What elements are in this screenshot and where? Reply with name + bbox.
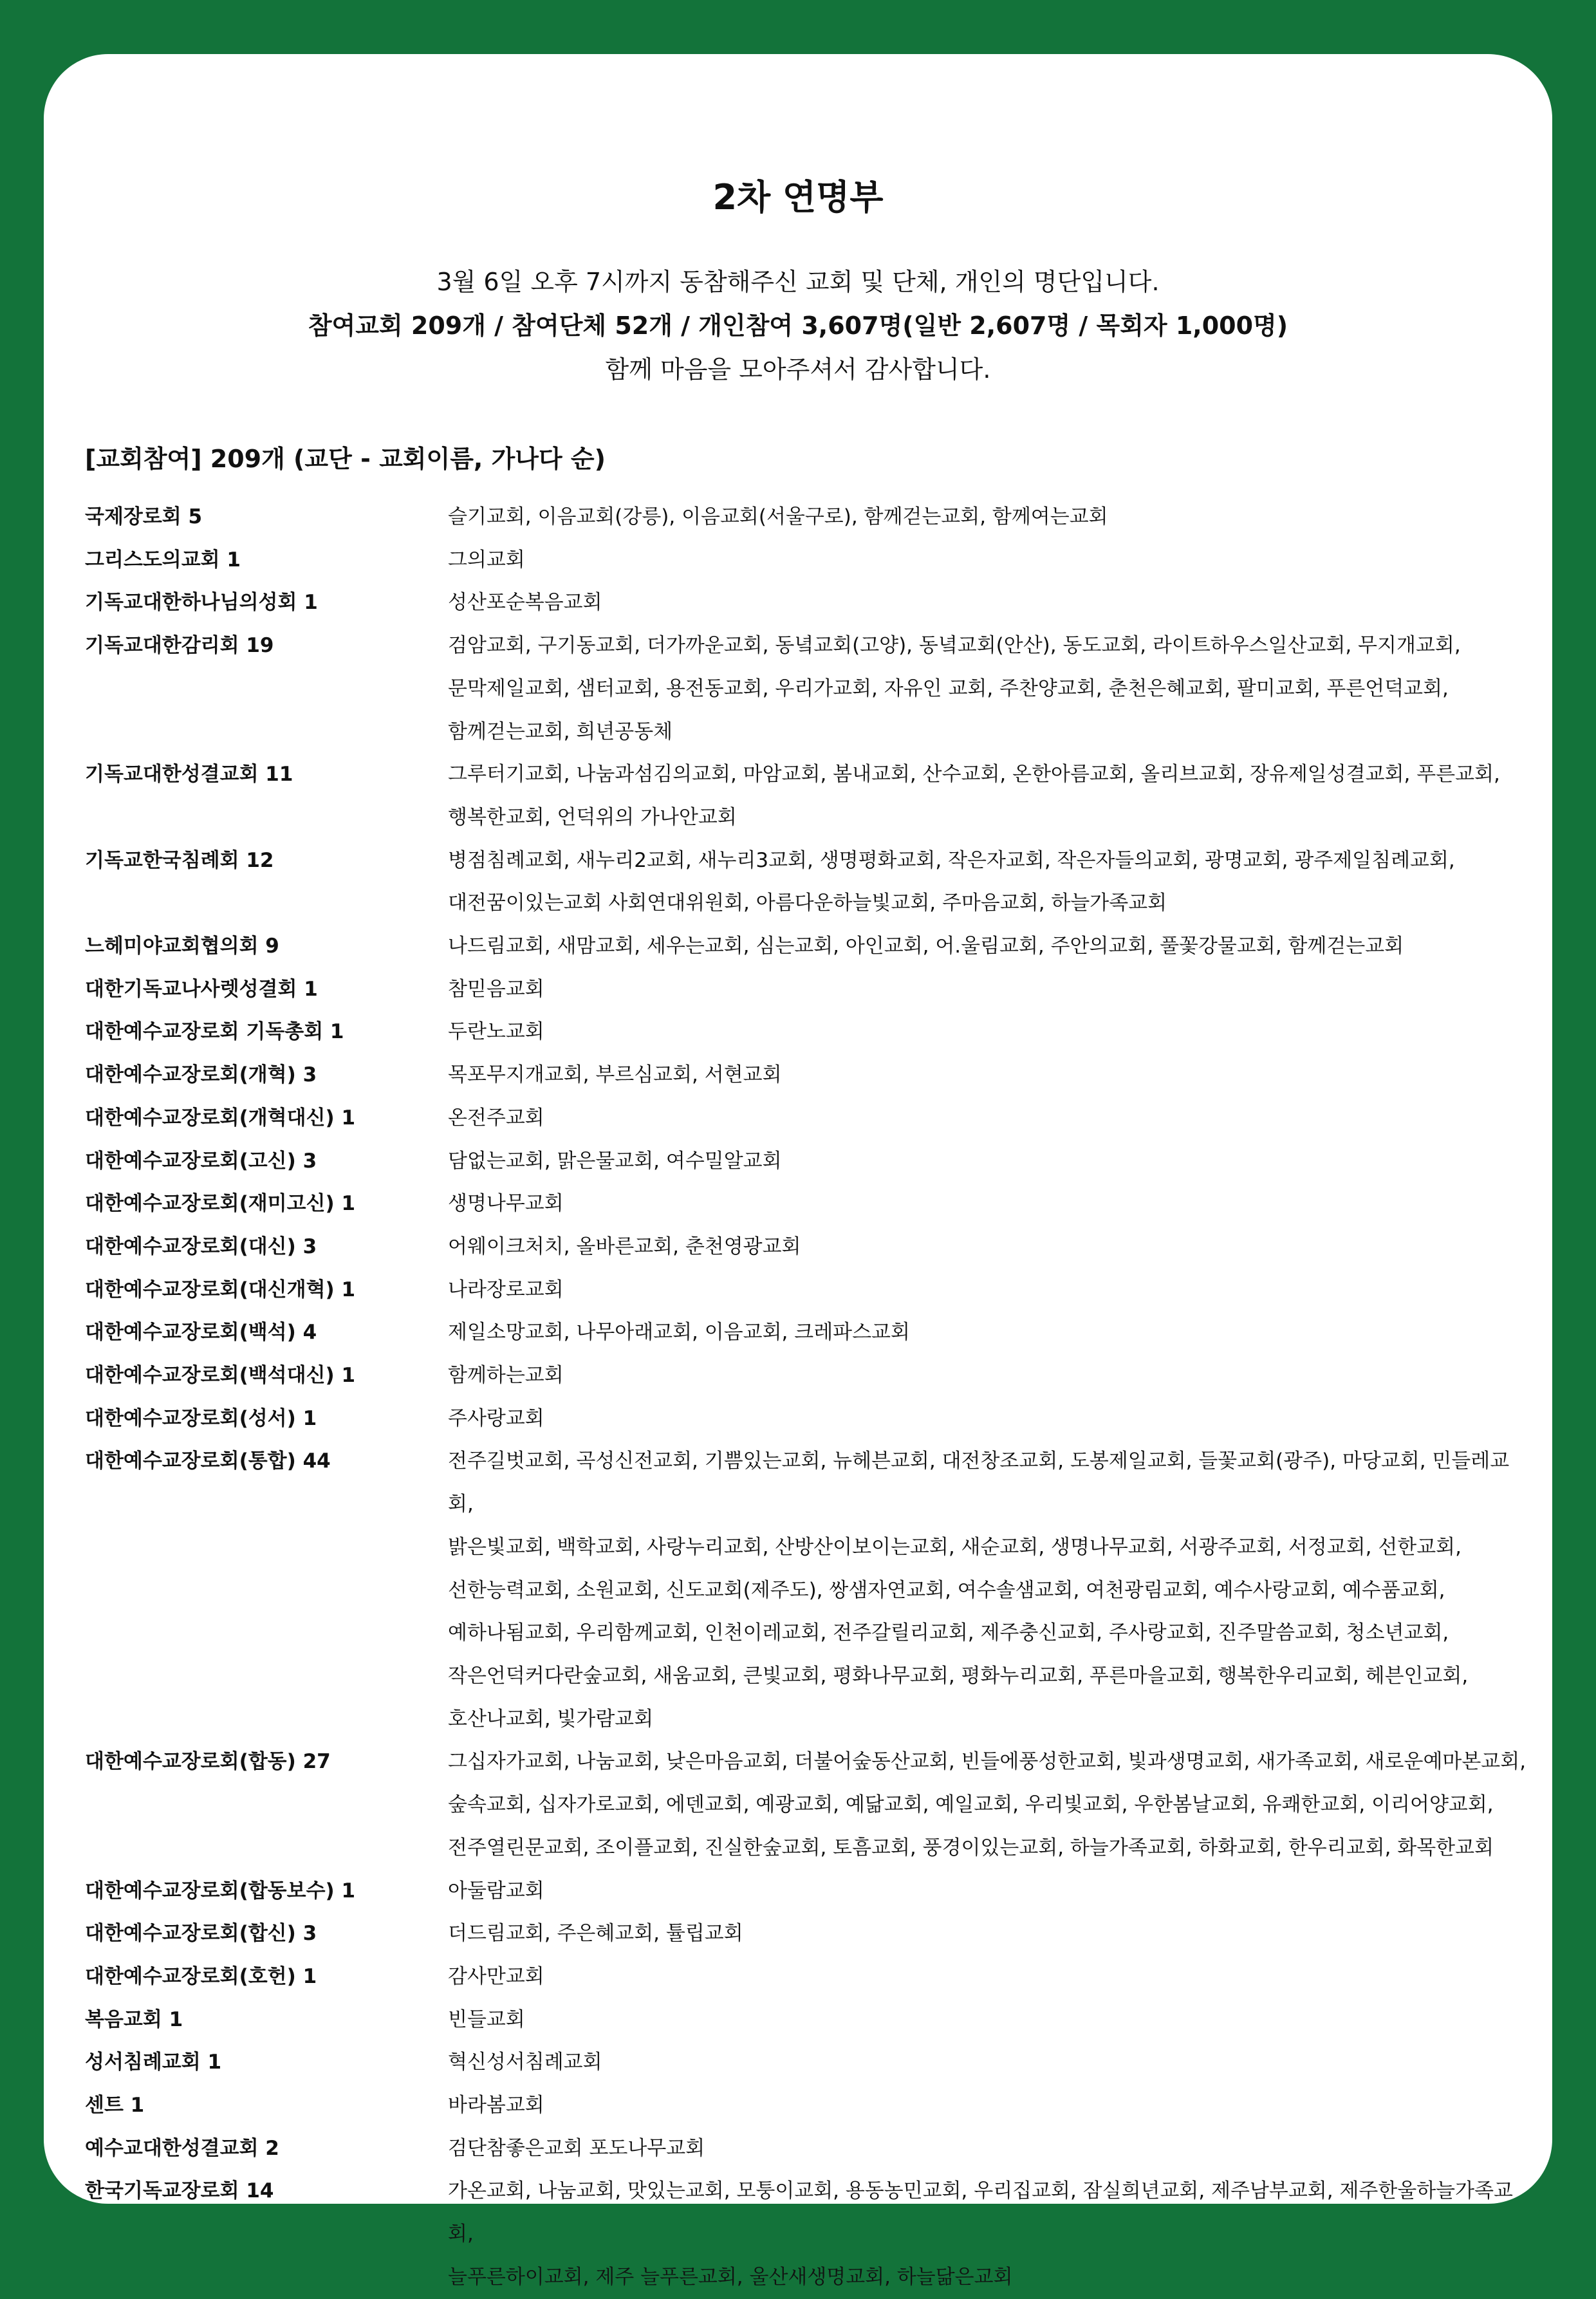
- church-names: 그십자가교회, 나눔교회, 낮은마음교회, 더불어숲동산교회, 빈들에풍성한교회, 빛과생명교회, 새가족교회, 새로운예마본교회, 숲속교회, 십자가로교회, 에덴교회, 예광교회, 예닮교회, 예일교회, 우리빛교회, 우한봄날교회, 유쾌한교회, 이리어양교회, 전주열린문교회, 조이플교회, 진실한숲교회, 토흠교회, 풍경이있는교회, 하늘가족교회, 하화교회, 한우리교회, 화목한교회: [448, 1750, 1526, 1859]
- church-names: 어웨이크처치, 올바른교회, 춘천영광교회: [448, 1234, 801, 1258]
- denomination-name: 기독교한국침례회 12: [85, 848, 274, 872]
- church-names: 생명나무교회: [448, 1192, 564, 1216]
- list-item: [85, 2041, 1526, 2084]
- church-names: 두란노교회: [448, 1020, 544, 1044]
- list-item: [85, 839, 1526, 925]
- church-names: 목포무지개교회, 부르심교회, 서현교회: [448, 1063, 782, 1087]
- church-names: 검단참좋은교회 포도나무교회: [448, 2136, 705, 2160]
- denomination-name: 센트 1: [85, 2094, 145, 2118]
- list-item: [85, 496, 1526, 539]
- church-names: 성산포순복음교회: [448, 591, 602, 615]
- denomination-name: 복음교회 1: [85, 2007, 183, 2031]
- denomination-name: 예수교대한성결교회 2: [85, 2136, 279, 2160]
- list-item: [85, 753, 1526, 839]
- church-names: 나드림교회, 새맘교회, 세우는교회, 심는교회, 아인교회, 어.울림교회, 주안의교회, 풀꽃강물교회, 함께걷는교회: [448, 935, 1404, 958]
- denomination-name: 그리스도의교회 1: [85, 548, 241, 572]
- denomination-name: 기독교대한성결교회 11: [85, 763, 293, 786]
- list-item: [85, 1097, 1526, 1140]
- page-title: 2차 연명부: [712, 177, 884, 218]
- church-names: 담없는교회, 맑은물교회, 여수밀알교회: [448, 1149, 782, 1173]
- list-item: [85, 968, 1526, 1011]
- denomination-name: 느헤미야교회협의회 9: [85, 935, 279, 958]
- denomination-name: 대한예수교장로회(성서) 1: [85, 1406, 317, 1430]
- section-heading: [교회참여] 209개 (교단 - 교회이름, 가나다 순): [85, 445, 606, 473]
- list-item: [85, 624, 1526, 753]
- list-item: [85, 1354, 1526, 1397]
- church-names: 함께하는교회: [448, 1364, 564, 1388]
- denomination-name: 대한예수교장로회(합동보수) 1: [85, 1879, 356, 1903]
- denomination-name: 대한예수교장로회 기독총회 1: [85, 1020, 344, 1044]
- list-item: [85, 2127, 1526, 2170]
- church-names: 온전주교회: [448, 1106, 544, 1130]
- church-names: 그의교회: [448, 548, 525, 572]
- list-item: [85, 1998, 1526, 2042]
- church-names: 더드림교회, 주은혜교회, 튤립교회: [448, 1922, 743, 1946]
- list-item: [85, 1955, 1526, 1998]
- denomination-name: 대한예수교장로회(고신) 3: [85, 1149, 317, 1173]
- church-names: 제일소망교회, 나무아래교회, 이음교회, 크레파스교회: [448, 1321, 910, 1345]
- denomination-name: 대한예수교장로회(대신개혁) 1: [85, 1278, 356, 1301]
- denomination-name: 대한예수교장로회(합신) 3: [85, 1922, 317, 1946]
- document-card: [44, 54, 1552, 2289]
- list-item: [85, 1269, 1526, 1312]
- intro-line-1: 3월 6일 오후 7시까지 동참해주신 교회 및 단체, 개인의 명단입니다.: [436, 268, 1160, 296]
- denomination-name: 국제장로회 5: [85, 505, 203, 528]
- church-names: 감사만교회: [448, 1964, 544, 1988]
- denomination-name: 대한예수교장로회(통합) 44: [85, 1449, 331, 1473]
- list-item: [85, 1870, 1526, 1913]
- denomination-name: 대한예수교장로회(개혁) 3: [85, 1063, 317, 1087]
- list-item: [85, 1182, 1526, 1225]
- intro-thanks: 함께 마음을 모아주셔서 감사합니다.: [605, 355, 991, 384]
- list-item: [85, 1740, 1526, 1869]
- list-item: [85, 1140, 1526, 1183]
- list-item: [85, 1912, 1526, 1955]
- list-item: [85, 2170, 1526, 2298]
- church-names: 주사랑교회: [448, 1406, 544, 1430]
- list-item: [85, 925, 1526, 968]
- church-names: 참믿음교회: [448, 977, 544, 1001]
- church-names: 빈들교회: [448, 2007, 525, 2031]
- list-item: [85, 539, 1526, 582]
- intro-summary-counts: 참여교회 209개 / 참여단체 52개 / 개인참여 3,607명(일반 2,607명 / 목회자 1,000명): [308, 312, 1288, 340]
- church-names: 바라봄교회: [448, 2094, 544, 2118]
- denomination-name: 대한예수교장로회(호헌) 1: [85, 1964, 317, 1988]
- list-item: [85, 1225, 1526, 1269]
- denomination-name: 대한예수교장로회(백석대신) 1: [85, 1364, 356, 1388]
- church-list: [85, 496, 1526, 2299]
- list-item: [85, 1440, 1526, 1740]
- list-item: [85, 1311, 1526, 1354]
- list-item: [85, 1010, 1526, 1054]
- list-item: [85, 581, 1526, 624]
- church-names: 가온교회, 나눔교회, 맛있는교회, 모퉁이교회, 용동농민교회, 우리집교회, 잠실희년교회, 제주남부교회, 제주한울하늘가족교회, 늘푸른하이교회, 제주 늘푸른교회, 울산새생명교회, 하늘닮은교회: [448, 2179, 1513, 2289]
- denomination-name: 대한예수교장로회(대신) 3: [85, 1234, 317, 1258]
- church-names: 아둘람교회: [448, 1879, 544, 1903]
- denomination-name: 대한기독교나사렛성결회 1: [85, 977, 318, 1001]
- denomination-name: 기독교대한하나님의성회 1: [85, 591, 318, 615]
- denomination-name: 대한예수교장로회(개혁대신) 1: [85, 1106, 356, 1130]
- church-names: 혁신성서침례교회: [448, 2051, 602, 2074]
- church-names: 나라장로교회: [448, 1278, 564, 1301]
- church-names: 병점침례교회, 새누리2교회, 새누리3교회, 생명평화교회, 작은자교회, 작은자들의교회, 광명교회, 광주제일침례교회, 대전꿈이있는교회 사회연대위원회, 아름다운하늘빛교회, 주마음교회, 하늘가족교회: [448, 848, 1455, 915]
- list-item: [85, 1054, 1526, 1097]
- church-names: 검암교회, 구기동교회, 더가까운교회, 동녘교회(고양), 동녘교회(안산), 동도교회, 라이트하우스일산교회, 무지개교회, 문막제일교회, 샘터교회, 용전동교회, 우리가교회, 자유인 교회, 주찬양교회, 춘천은혜교회, 팔미교회, 푸른언덕교회, 함께걷는교회, 희년공동체: [448, 634, 1461, 743]
- denomination-name: 기독교대한감리회 19: [85, 634, 274, 658]
- list-item: [85, 2084, 1526, 2127]
- denomination-name: 대한예수교장로회(재미고신) 1: [85, 1192, 356, 1216]
- intro-block: [44, 260, 1552, 391]
- church-names: 그루터기교회, 나눔과섬김의교회, 마암교회, 봄내교회, 산수교회, 온한아름교회, 올리브교회, 장유제일성결교회, 푸른교회, 행복한교회, 언덕위의 가나안교회: [448, 763, 1500, 829]
- denomination-name: 대한예수교장로회(백석) 4: [85, 1321, 317, 1345]
- denomination-name: 한국기독교장로회 14: [85, 2179, 274, 2203]
- denomination-name: 성서침례교회 1: [85, 2051, 222, 2074]
- church-names: 전주길벗교회, 곡성신전교회, 기쁨있는교회, 뉴헤븐교회, 대전창조교회, 도봉제일교회, 들꽃교회(광주), 마당교회, 민들레교회, 밝은빛교회, 백학교회, 사랑누리교회, 산방산이보이는교회, 새순교회, 생명나무교회, 서광주교회, 서정교회, 선한교회, 선한능력교회, 소원교회, 신도교회(제주도), 쌍샘자연교회, 여수솔샘교회, 여천광림교회, 예수사랑교회, 예수품교회, 예하나됨교회, 우리함께교회, 인천이레교회, 전주갈릴리교회, 제주충신교회, 주사랑교회, 진주말씀교회, 청소년교회, 작은언덕커다란숲교회, 새움교회, 큰빛교회, 평화나무교회, 평화누리교회, 푸른마을교회, 행복한우리교회, 헤븐인교회, 호산나교회, 빛가람교회: [448, 1449, 1510, 1731]
- church-names: 슬기교회, 이음교회(강릉), 이음교회(서울구로), 함께걷는교회, 함께여는교회: [448, 505, 1108, 528]
- list-item: [85, 1397, 1526, 1440]
- denomination-name: 대한예수교장로회(합동) 27: [85, 1750, 331, 1774]
